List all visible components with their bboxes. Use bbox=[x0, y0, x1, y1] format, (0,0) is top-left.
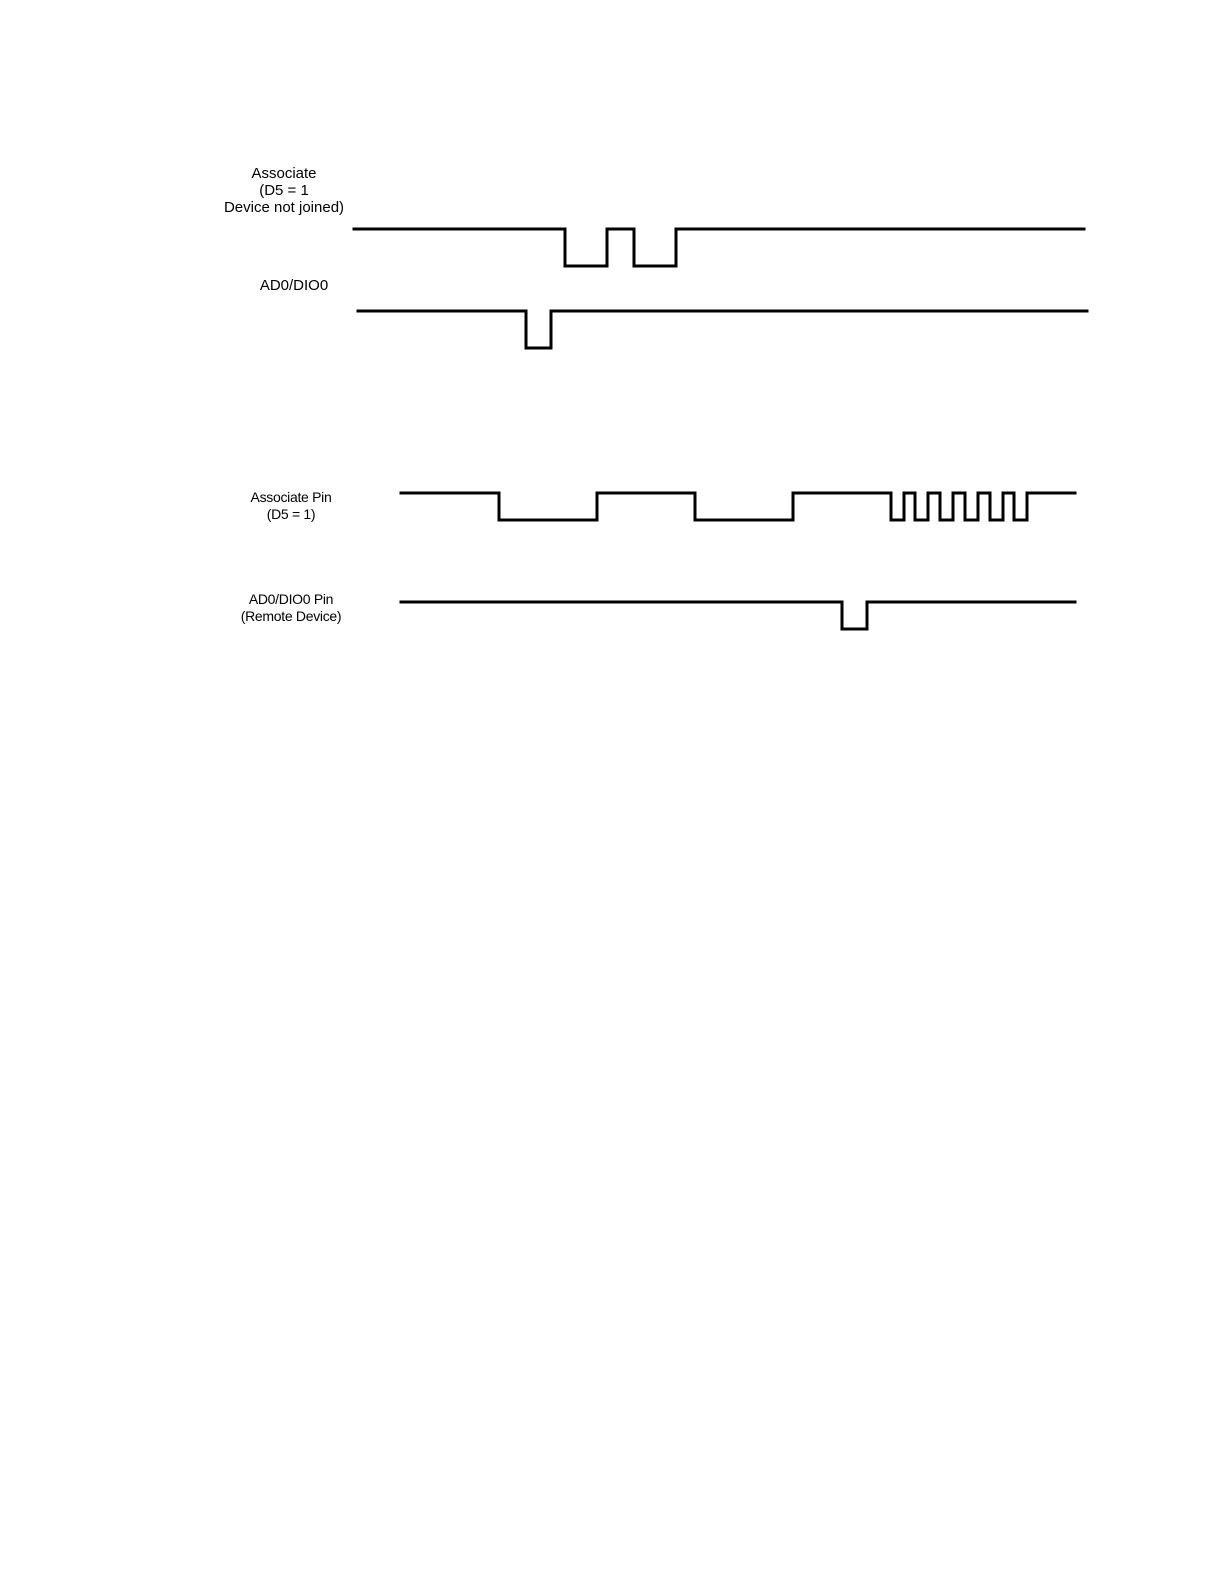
associate-label-line-2: (D5 = 1 bbox=[259, 182, 309, 199]
associate-pin-label-line-1: Associate Pin bbox=[250, 489, 332, 505]
associate-label-line-3: Device not joined) bbox=[223, 199, 345, 216]
associate-pin-label-line-2: (D5 = 1) bbox=[266, 506, 316, 522]
ad0-dio0-waveform bbox=[358, 311, 1087, 348]
ad0-pin-label-line-2: (Remote Device) bbox=[240, 608, 342, 624]
associate-pin-waveform bbox=[401, 493, 1075, 520]
ad0-dio0-pin-waveform bbox=[401, 602, 1075, 629]
bottom-timing-figure bbox=[401, 493, 1075, 629]
ad0-label-line-1: AD0/DIO0 bbox=[259, 277, 329, 294]
associate-waveform bbox=[354, 229, 1084, 266]
top-timing-figure bbox=[354, 229, 1087, 348]
associate-label-line-1: Associate bbox=[251, 165, 317, 182]
ad0-pin-label-line-1: AD0/DIO0 Pin bbox=[248, 591, 334, 607]
